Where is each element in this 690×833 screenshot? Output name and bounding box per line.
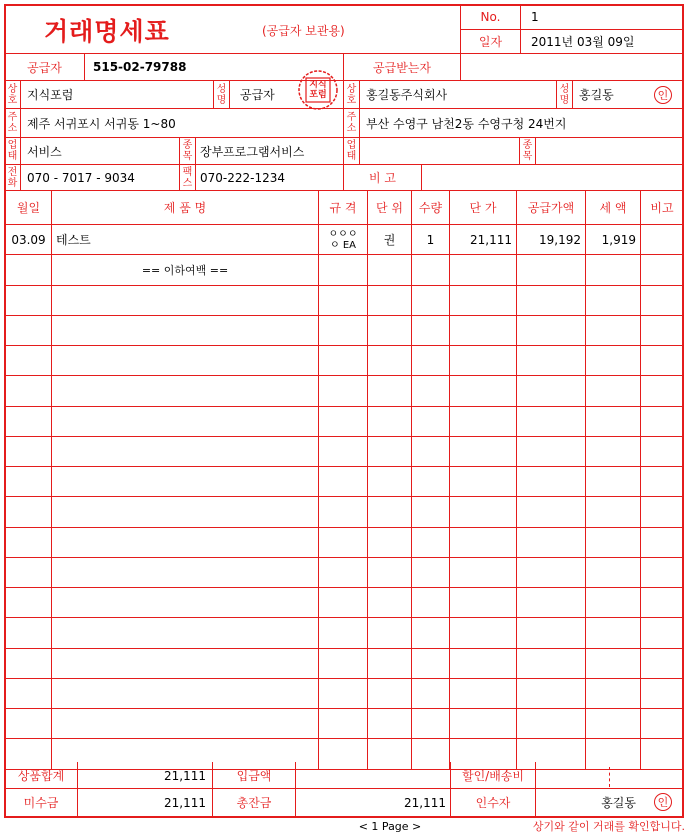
confirm-text: 상기와 같이 거래를 확인합니다. — [532, 820, 685, 833]
table-header-price: 단 가 — [469, 201, 497, 215]
receiver-seal: 인 — [654, 86, 672, 104]
supplier-name: 공급자 — [240, 88, 275, 102]
receiver-name-label: 성 명 — [559, 83, 570, 106]
no-label: No. — [480, 10, 501, 24]
receiver-address-label: 주 소 — [346, 112, 357, 134]
date-value: 2011년 03월 09일 — [531, 34, 635, 49]
supplier-company: 지식포럼 — [27, 88, 74, 102]
deposit-value — [296, 763, 446, 788]
table-header-tax: 세 액 — [599, 201, 627, 215]
receiver-biz-type-label: 업 태 — [346, 140, 357, 162]
supplier-phone-label: 전 화 — [7, 166, 18, 189]
table-header-product: 제 품 명 — [163, 201, 207, 215]
supplier-biz-item-label: 종 목 — [182, 140, 193, 162]
receiver-remark-label: 비 고 — [369, 171, 396, 185]
receiver-biz-item-label: 종 목 — [522, 140, 533, 162]
supplier-fax-label: 팩 스 — [182, 166, 193, 189]
receiver-address: 부산 수영구 남천2동 수영구청 24번지 — [366, 116, 567, 131]
balance-label: 총잔금 — [236, 796, 272, 810]
supplier-biz-item: 장부프로그램서비스 — [200, 144, 305, 159]
table-header-unit: 단 위 — [376, 201, 403, 215]
supplier-phone: 070 - 7017 - 9034 — [27, 170, 135, 185]
receiver-label: 공급받는자 — [373, 60, 431, 75]
goods-total-value: 21,111 — [164, 768, 206, 783]
table-cell-supply: 19,192 — [539, 232, 581, 247]
deposit-label: 입금액 — [236, 769, 272, 783]
receiver-sign-seal: 인 — [654, 793, 672, 811]
receiver-sign-label: 인수자 — [475, 796, 511, 810]
table-cell-tax: 1,919 — [601, 232, 636, 247]
receiver-company: 홍길동주식회사 — [366, 88, 448, 102]
seal-stamp-text: 지식포럼 — [309, 80, 327, 100]
table-header-note: 비고 — [650, 201, 674, 215]
date-label: 일자 — [478, 34, 503, 49]
supplier-company-label: 상 호 — [7, 83, 18, 106]
no-value: 1 — [531, 10, 539, 24]
balance-value: 21,111 — [404, 795, 446, 810]
supplier-name-label: 성 명 — [216, 83, 227, 106]
table-cell-product: 테스트 — [56, 233, 91, 247]
supplier-biz-type: 서비스 — [27, 144, 62, 159]
unpaid-value: 21,111 — [164, 795, 206, 810]
page-indicator: < 1 Page > — [358, 819, 422, 833]
unpaid-label: 미수금 — [23, 796, 59, 810]
goods-total-label: 상품합계 — [17, 769, 65, 783]
company-seal-stamp — [296, 68, 340, 112]
table-cell-price: 21,111 — [470, 232, 512, 247]
table-cell-unit: 권 — [383, 233, 396, 247]
receiver-sign-name: 홍길동 — [601, 796, 636, 810]
discount-label: 할인/배송비 — [461, 769, 524, 783]
receiver-company-label: 상 호 — [346, 83, 357, 106]
table-header-qty: 수량 — [418, 201, 443, 215]
table-cell-qty: 1 — [426, 232, 435, 247]
table-cell-date: 03.09 — [11, 232, 46, 247]
invoice-title: 거래명세표 — [44, 17, 170, 46]
supplier-fax: 070-222-1234 — [200, 170, 286, 185]
table-header-date: 월일 — [16, 201, 41, 215]
table-cell-spec: ㅇㅇㅇ ㅇ EA — [328, 228, 358, 251]
supplier-address-label: 주 소 — [7, 112, 18, 134]
table-end-note: == 이하여백 == — [141, 263, 229, 277]
supplier-address: 제주 서귀포시 서귀동 1~80 — [27, 116, 176, 131]
table-cell-note — [641, 225, 683, 254]
supplier-reg-no: 515-02-79788 — [93, 60, 187, 74]
receiver-name: 홍길동 — [579, 88, 614, 102]
table-header-supply: 공급가액 — [527, 201, 575, 215]
supplier-label: 공급자 — [27, 60, 62, 75]
supplier-biz-type-label: 업 태 — [7, 140, 18, 162]
invoice-subtitle: (공급자 보관용) — [262, 23, 345, 38]
table-header-spec: 규 격 — [329, 201, 357, 215]
